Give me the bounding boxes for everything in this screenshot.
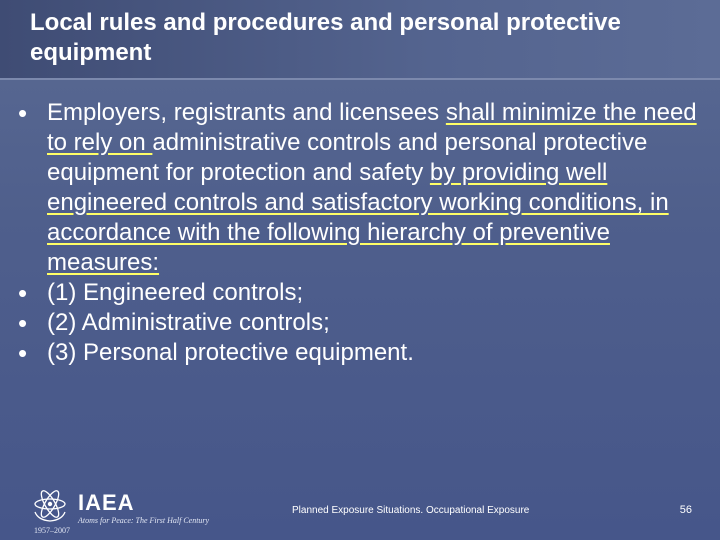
iaea-logo (28, 482, 218, 536)
logo-wordmark: IAEA (78, 490, 135, 515)
bullet-glyph: • (18, 278, 28, 308)
bullet-glyph: • (18, 308, 28, 338)
iaea-atom-emblem-icon (32, 486, 68, 522)
title-band (0, 0, 720, 80)
page-number: 56 (679, 504, 692, 516)
bullet-text: (2) Administrative controls; (47, 309, 330, 336)
bullet-text: (3) Personal protective equipment. (47, 339, 414, 366)
bullet-text-segment: administrative controls and personal protective equipment for protection and safety (47, 129, 648, 186)
logo-years: 1957–2007 (34, 526, 70, 535)
footer-center-text: Planned Exposure Situations. Occupational Exposure (292, 505, 530, 516)
bullet-text: (1) Engineered controls; (47, 279, 304, 306)
logo-tagline: Atoms for Peace: The First Half Century (78, 516, 210, 525)
bullet-item-4 (18, 338, 698, 368)
slide-title: Local rules and procedures and personal protective equipment (30, 9, 621, 66)
bullet-text-segment: Employers, registrants and licensees (47, 99, 446, 126)
bullet-item-1 (18, 98, 698, 278)
bullet-text (47, 98, 698, 278)
bullet-item-2 (18, 278, 698, 308)
bullet-list (18, 98, 698, 368)
bullet-text-segment-underlined: shall minimize the need to rely on (47, 99, 697, 156)
bullet-glyph: • (18, 338, 28, 368)
bullet-item-3 (18, 308, 698, 338)
bullet-text-segment-underlined: by providing well engineered controls and satisfactory working conditions, in accordance with the following hierarchy of preventive measures: (47, 159, 669, 276)
bullet-glyph: • (18, 98, 28, 128)
